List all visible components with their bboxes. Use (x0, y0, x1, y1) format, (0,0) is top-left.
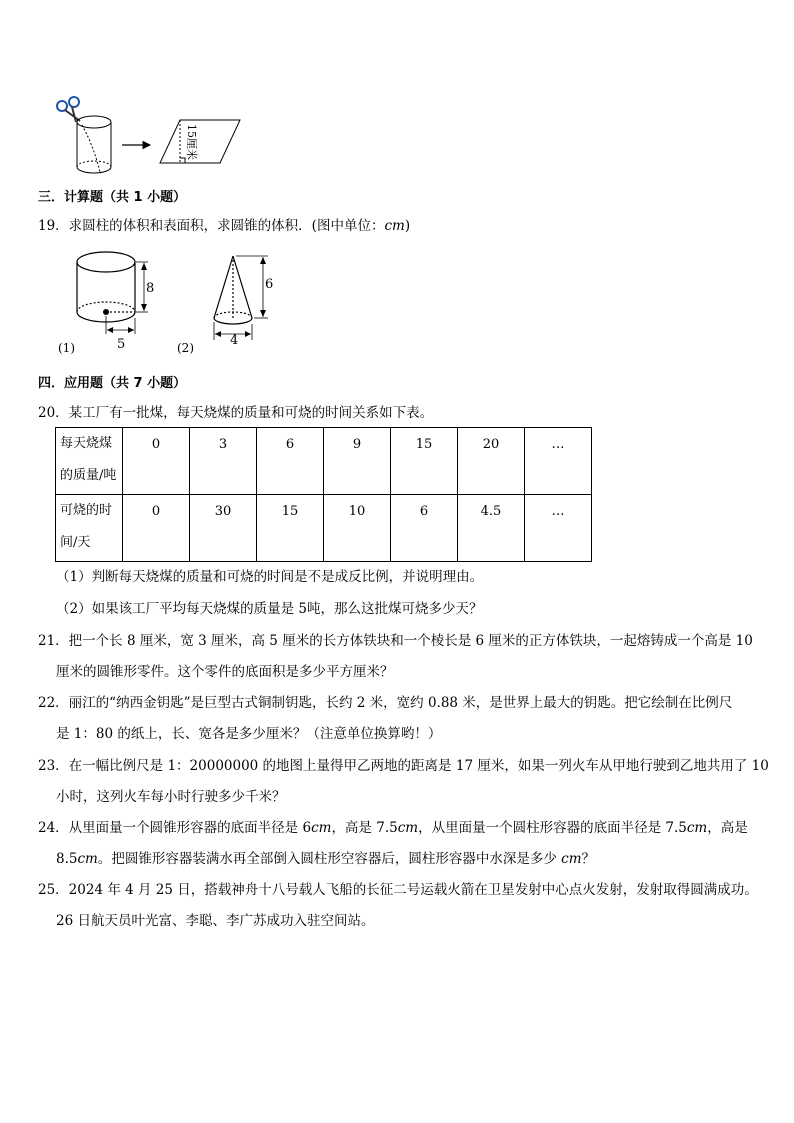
question-23-line2: 小时，这列火车每小时行驶多少千米？ (56, 789, 286, 805)
question-23-line1: 23．在一幅比例尺是 1：20000000 的地图上量得甲乙两地的距离是 17 厘米，如果一列火车从甲地行驶到乙地共用了 10 (38, 758, 769, 774)
cylinder-shape (77, 116, 111, 173)
table-cell: 20 (458, 428, 525, 495)
table-cell: 0 (123, 495, 190, 562)
cylinder-height-label: 8 (146, 281, 155, 296)
question-20-sub2: （2）如果该工厂平均每天烧煤的质量是 5吨，那么这批煤可烧多少天？ (56, 601, 483, 617)
table-header-cell: 每天烧煤 的质量/吨 (56, 428, 123, 495)
figure-2-tag: (2) (177, 341, 194, 355)
table-header-cell: 可烧的时 间/天 (56, 495, 123, 562)
cylinder-cone-figure (50, 246, 290, 358)
table-cell: 9 (324, 428, 391, 495)
coal-table (55, 427, 592, 562)
table-cell: 15 (391, 428, 458, 495)
question-24-line2: 8.5cm。把圆锥形容器装满水再全部倒入圆柱形空容器后，圆柱形容器中水深是多少 cm？ (56, 851, 596, 867)
figure-1-tag: (1) (58, 341, 75, 355)
height-label: 15厘米 (185, 124, 198, 160)
parallelogram-shape (160, 120, 240, 163)
question-25-line2: 26 日航天员叶光富、李聪、李广苏成功入驻空间站。 (56, 913, 375, 929)
question-19-text (38, 217, 410, 235)
question-22-line2: 是 1：80 的纸上，长、宽各是多少厘米？（注意单位换算哟！） (56, 726, 442, 742)
question-22-line1: 22．丽江的“纳西金钥匙”是巨型古式铜制钥匙，长约 2 米，宽约 0.88 米，是世界上最大的钥匙。把它绘制在比例尺 (38, 695, 733, 711)
table-cell: … (525, 495, 592, 562)
question-24-line1: 24．从里面量一个圆锥形容器的底面半径是 6cm，高是 7.5cm，从里面量一个圆柱形容器的底面半径是 7.5cm，高是 (38, 820, 748, 836)
q19-text-pre: 19．求圆柱的体积和表面积，求圆锥的体积．(图中单位： (38, 218, 385, 234)
table-cell: 6 (257, 428, 324, 495)
table-cell: 6 (391, 495, 458, 562)
cylinder-unroll-figure (50, 95, 250, 177)
cylinder-radius-label: 5 (117, 337, 126, 352)
table-cell: 30 (190, 495, 257, 562)
question-25-line1: 25．2024 年 4 月 25 日，搭载神舟十八号载人飞船的长征二号运载火箭在卫星发射中心点火发射，发射取得圆满成功。 (38, 882, 758, 898)
cone-diagram (214, 256, 268, 340)
section-title-application: 四．应用题（共 7 小题） (38, 376, 187, 391)
question-20-intro: 20．某工厂有一批煤，每天烧煤的质量和可烧的时间关系如下表。 (38, 405, 434, 421)
table-cell: 15 (257, 495, 324, 562)
q19-unit: cm (384, 218, 405, 234)
cylinder-diagram (77, 252, 148, 334)
question-21-line1: 21．把一个长 8 厘米，宽 3 厘米，高 5 厘米的长方体铁块和一个棱长是 6 厘米的正方体铁块，一起熔铸成一个高是 10 (38, 633, 753, 649)
section-title-calculation: 三．计算题（共 1 小题） (38, 190, 187, 205)
arrow-icon (122, 142, 150, 149)
table-cell: 4.5 (458, 495, 525, 562)
table-row (56, 495, 592, 562)
question-20-sub1: （1）判断每天烧煤的质量和可烧的时间是不是成反比例，并说明理由。 (56, 569, 484, 585)
cone-height-label: 6 (265, 277, 274, 292)
table-cell: … (525, 428, 592, 495)
table-cell: 3 (190, 428, 257, 495)
q19-text-post: ) (404, 218, 411, 234)
scissors-icon (57, 97, 80, 122)
cone-diameter-label: 4 (230, 333, 239, 348)
table-cell: 0 (123, 428, 190, 495)
table-row (56, 428, 592, 495)
question-21-line2: 厘米的圆锥形零件。这个零件的底面积是多少平方厘米？ (56, 664, 394, 680)
table-cell: 10 (324, 495, 391, 562)
